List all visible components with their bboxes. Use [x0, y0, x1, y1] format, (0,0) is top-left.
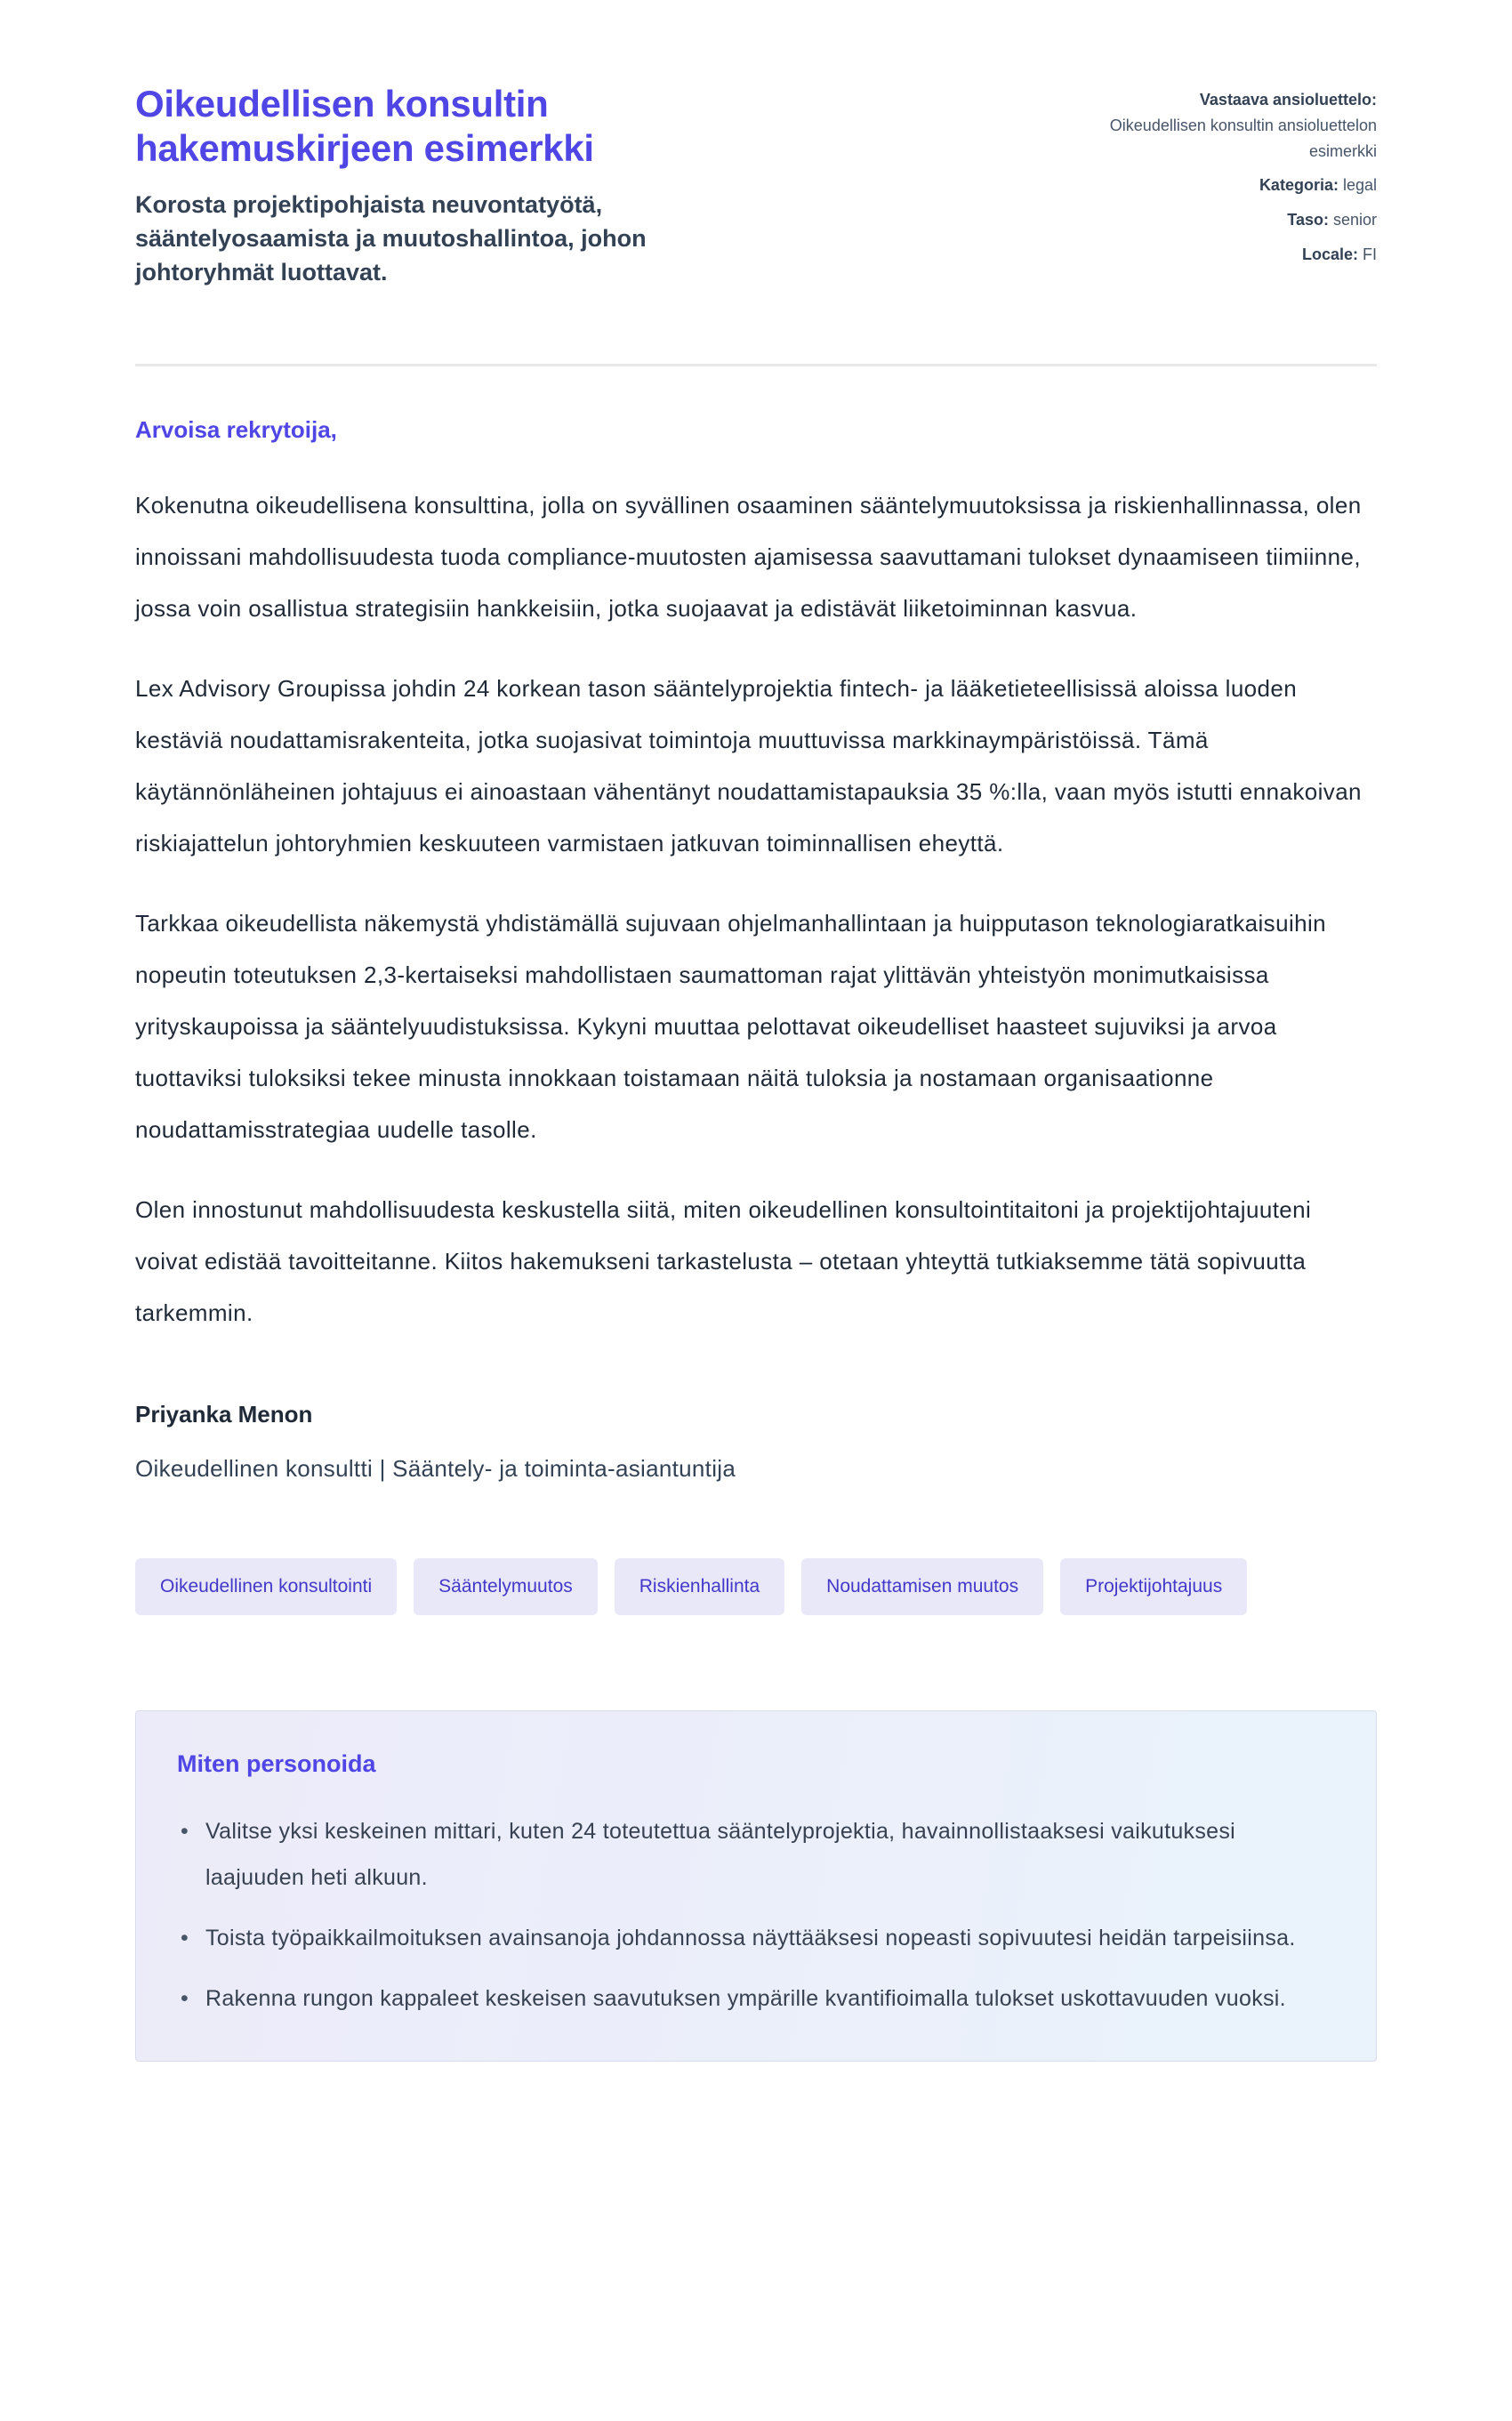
- header-title-block: [135, 82, 722, 290]
- letter-paragraph: Tarkkaa oikeudellista näkemystä yhdistämällä sujuvaan ohjelmanhallintaan ja huipputason teknologiaratkaisuihin nopeutin toteutuksen 2,3-kertaiseksi mahdollistaen saumattoman rajat ylittävän yhteistyön monimutkaisissa yrityskaupoissa ja sääntelyuudistuksissa. Kykyni muuttaa pelottavat oikeudelliset haasteet sujuviksi ja arvoa tuottaviksi tuloksiksi tekee minusta innokkaan toistamaan näitä tuloksia ja nostamaan organisaationne noudattamisstrategiaa uudelle tasolle.: [135, 909, 1327, 1143]
- tag-chip[interactable]: Oikeudellinen konsultointi: [135, 1558, 397, 1615]
- meta-row-level: [1099, 207, 1377, 233]
- meta-locale-value: FI: [1363, 245, 1377, 263]
- letter-paragraph: Lex Advisory Groupissa johdin 24 korkean tason sääntelyprojektia fintech- ja lääketieteellisissä aloissa luoden kestäviä noudattamisrakenteita, jotka suojasivat toimintoja muuttuvissa markkinaympäristöissä. Tämä käytännönläheinen johtajuus ei ainoastaan vähentänyt noudattamistapauksia 35 %:lla, vaan myös istutti ennakoivan riskiajattelun johtoryhmien keskuuteen varmistaen jatkuvan toiminnallisen eheyttä.: [135, 674, 1362, 857]
- meta-category-value: legal: [1342, 176, 1377, 195]
- letter-paragraph: Kokenutna oikeudellisena konsulttina, jolla on syvällinen osaaminen sääntelymuutoksissa ja riskienhallinnassa, olen innoissani mahdollisuudesta tuoda compliance-muutosten ajamisessa saavuttamani tulokset dynaamiseen tiimiinne, jossa voin osallistua strategisiin hankkeisiin, jotka suojaavat ja edistävät liiketoiminnan kasvua.: [135, 491, 1362, 622]
- meta-row-category: [1099, 173, 1377, 198]
- meta-resume-value: Oikeudellisen konsultin ansioluettelon esimerkki: [1109, 116, 1377, 160]
- tag-chip[interactable]: Projektijohtajuus: [1060, 1558, 1247, 1615]
- tips-item: • Valitse yksi keskeinen mittari, kuten 24 toteutettua sääntelyprojektia, havainnollistaaksesi vaikutuksesi laajuuden heti alkuun.: [177, 1808, 1335, 1901]
- tag-list: [135, 1558, 1377, 1615]
- tips-box: [135, 1710, 1377, 2062]
- header: [135, 82, 1377, 290]
- meta-level-value: senior: [1332, 211, 1377, 229]
- letter-greeting: Arvoisa rekrytoija,: [135, 415, 337, 443]
- meta-panel: [1099, 82, 1377, 277]
- meta-category-label: Kategoria:: [1259, 176, 1339, 195]
- signature-name: Priyanka Menon: [135, 1400, 313, 1428]
- tag-chip[interactable]: Sääntelymuutos: [414, 1558, 598, 1615]
- meta-row-resume: [1099, 87, 1377, 164]
- page-subtitle: Korosta projektipohjaista neuvontatyötä, sääntelyosaamista ja muutoshallintoa, johon johtoryhmät luottavat.: [135, 190, 647, 286]
- cover-letter: [135, 416, 1377, 1483]
- signature-role: Oikeudellinen konsultti | Sääntely- ja toiminta-asiantuntija: [135, 1454, 736, 1482]
- meta-resume-label: Vastaava ansioluettelo:: [1199, 91, 1377, 109]
- tag-chip[interactable]: Riskienhallinta: [615, 1558, 784, 1615]
- tips-item: • Rakenna rungon kappaleet keskeisen saavutuksen ympärille kvantifioimalla tulokset uskottavuuden vuoksi.: [177, 1975, 1335, 2022]
- tips-title: Miten personoida: [177, 1749, 376, 1777]
- tips-item: • Toista työpaikkailmoituksen avainsanoja johdannossa näyttääksesi nopeasti sopivuutesi heidän tarpeisiinsa.: [177, 1915, 1335, 1961]
- page-title: Oikeudellisen konsultin hakemuskirjeen esimerkki: [135, 83, 594, 170]
- meta-row-locale: [1099, 242, 1377, 268]
- tag-chip[interactable]: Noudattamisen muutos: [801, 1558, 1043, 1615]
- header-divider: [135, 364, 1377, 366]
- meta-level-label: Taso:: [1287, 211, 1329, 229]
- meta-locale-label: Locale:: [1301, 245, 1358, 263]
- letter-paragraph: Olen innostunut mahdollisuudesta keskustella siitä, miten oikeudellinen konsultointitaitoni ja projektijohtajuuteni voivat edistää tavoitteitanne. Kiitos hakemukseni tarkastelusta – otetaan yhteyttä tutkiaksemme tätä sopivuutta tarkemmin.: [135, 1195, 1312, 1326]
- tips-list: [177, 1808, 1335, 2022]
